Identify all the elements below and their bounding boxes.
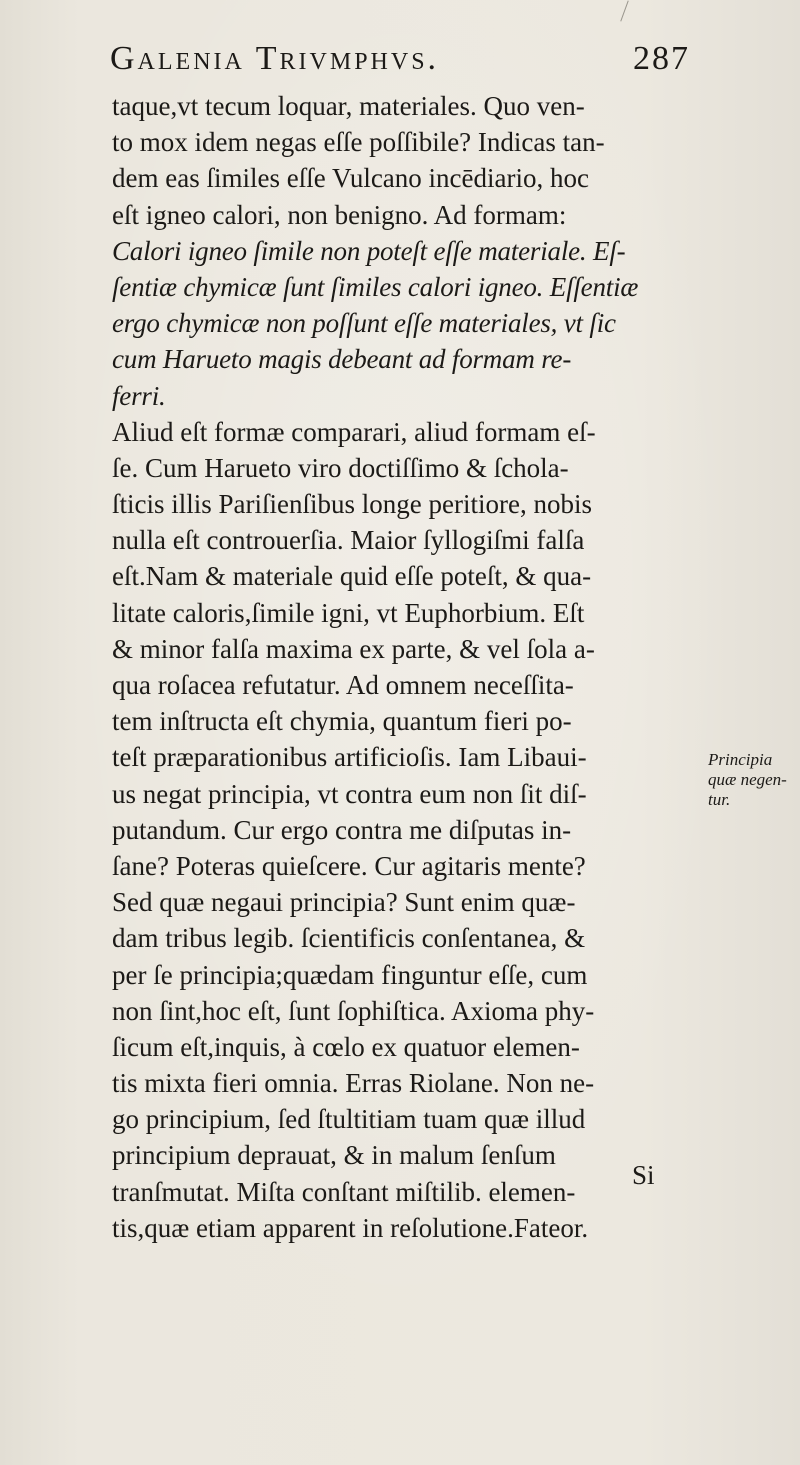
catchword: Si bbox=[632, 1160, 655, 1190]
text-line: Aliud eſt formæ comparari, aliud formam eſ- bbox=[112, 416, 596, 447]
text-line: eſt igneo calori, non benigno. Ad formam: bbox=[112, 199, 567, 230]
text-line: dam tribus legib. ſcientificis conſentanea, & bbox=[112, 923, 586, 954]
syllogism-line: ferri. bbox=[112, 380, 166, 411]
text-line: principium deprauat, & in malum ſenſum bbox=[112, 1140, 556, 1171]
text-line: ſe. Cum Harueto viro doctiſſimo & ſchola- bbox=[112, 452, 569, 483]
text-line: tis,quæ etiam apparent in reſolutione.Fateor. bbox=[112, 1212, 589, 1243]
marginal-note-line: quæ negen- bbox=[708, 770, 787, 789]
text-line: & minor falſa maxima ex parte, & vel ſola a- bbox=[112, 633, 595, 664]
ink-mark bbox=[620, 0, 628, 21]
text-line: tis mixta fieri omnia. Erras Riolane. Non ne- bbox=[112, 1068, 595, 1099]
text-line: us negat principia, vt contra eum non ſit diſ- bbox=[112, 778, 587, 809]
syllogism-line: Calori igneo ſimile non poteſt eſſe materiale. Eſ- bbox=[112, 235, 626, 266]
text-line: eſt.Nam & materiale quid eſſe poteſt, & qua- bbox=[112, 561, 592, 592]
text-line: Sed quæ negaui principia? Sunt enim quæ- bbox=[112, 887, 576, 918]
text-line: taque,vt tecum loquar, materiales. Quo ven- bbox=[112, 91, 585, 121]
text-line: tem inſtructa eſt chymia, quantum fieri po- bbox=[112, 706, 572, 737]
text-line: per ſe principia;quædam finguntur eſſe, cum bbox=[112, 959, 588, 990]
text-line: dem eas ſimiles eſſe Vulcano incēdiario, hoc bbox=[112, 163, 589, 194]
text-line: ſticis illis Pariſienſibus longe peritiore, nobis bbox=[112, 489, 592, 520]
text-line: putandum. Cur ergo contra me diſputas in- bbox=[112, 814, 572, 845]
running-title: Galenia Trivmphvs. bbox=[110, 40, 440, 77]
main-text bbox=[112, 88, 660, 1246]
text-line: go principium, ſed ſtultitiam tuam quæ illud bbox=[112, 1104, 586, 1135]
marginal-note-line: Principia bbox=[708, 750, 773, 769]
text-line: qua roſacea refutatur. Ad omnem neceſſita- bbox=[112, 670, 574, 700]
text-line: ſane? Poteras quieſcere. Cur agitaris mente? bbox=[112, 850, 586, 881]
running-head bbox=[110, 40, 690, 80]
text-line: ſicum eſt,inquis, à cœlo ex quatuor elemen- bbox=[112, 1031, 580, 1062]
page-number: 287 bbox=[633, 40, 690, 77]
text-line: nulla eſt controuerſia. Maior ſyllogiſmi falſa bbox=[112, 525, 585, 556]
syllogism-line: cum Harueto magis debeant ad formam re- bbox=[112, 344, 572, 375]
text-line: teſt præparationibus artificioſis. Iam Libaui- bbox=[112, 742, 587, 773]
text-line: non ſint,hoc eſt, ſunt ſophiſtica. Axioma phy- bbox=[112, 995, 595, 1026]
marginal-note bbox=[708, 750, 798, 810]
text-line: tranſmutat. Miſta conſtant miſtilib. elemen- bbox=[112, 1176, 576, 1207]
syllogism-line: ergo chymicæ non poſſunt eſſe materiales, vt ſic bbox=[112, 308, 616, 339]
text-line: litate caloris,ſimile igni, vt Euphorbium. Eſt bbox=[112, 597, 585, 628]
text-line: to mox idem negas eſſe poſſibile? Indicas tan- bbox=[112, 127, 605, 158]
marginal-note-line: tur. bbox=[708, 790, 731, 809]
syllogism-line: ſentiæ chymicæ ſunt ſimiles calori igneo. Eſſentiæ bbox=[112, 271, 639, 302]
